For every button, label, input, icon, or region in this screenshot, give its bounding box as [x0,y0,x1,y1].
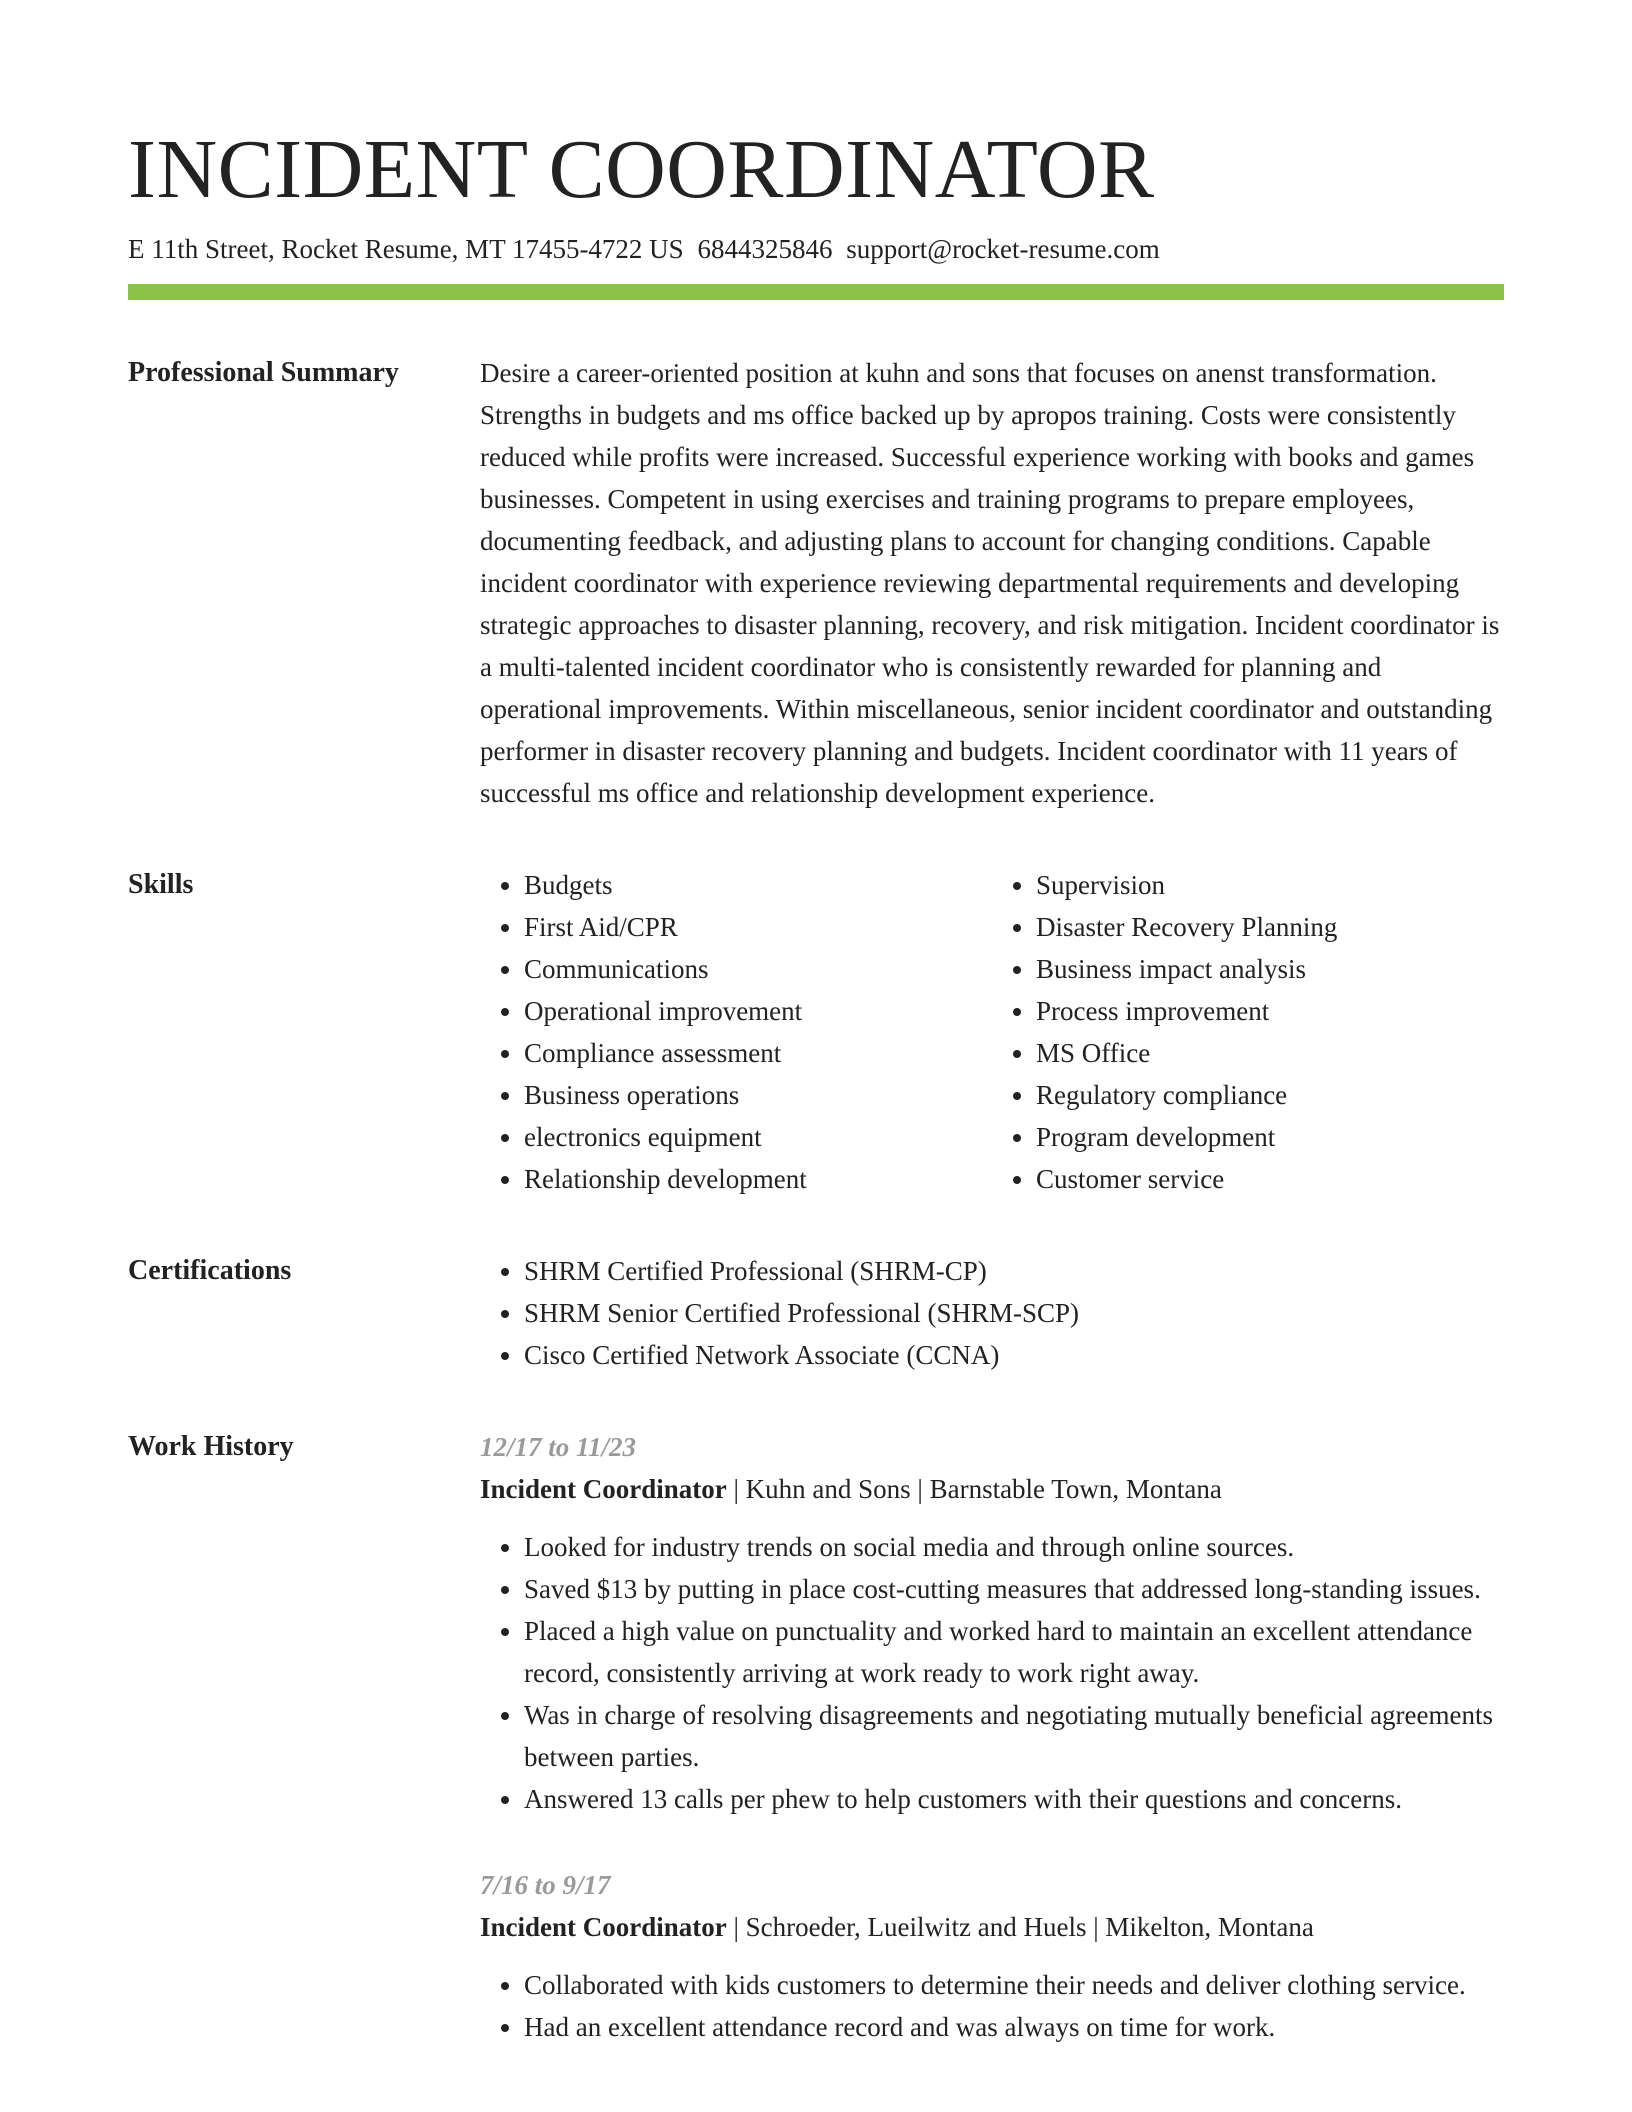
contact-line [128,232,1504,266]
job-bullet: • Looked for industry trends on social media and through online sources. [524,1526,1504,1568]
skill-item: • Disaster Recovery Planning [1036,906,1504,948]
header-accent-rule [128,284,1504,300]
contact-phone: 6844325846 [697,234,833,264]
skill-item: • Regulatory compliance [1036,1074,1504,1116]
skill-item: • MS Office [1036,1032,1504,1074]
job-bullets [480,1526,1504,1820]
resume-title: INCIDENT COORDINATOR [128,123,1155,216]
certifications-list [480,1250,1504,1376]
section-label-skills: Skills [128,869,194,900]
summary-body [480,352,1504,814]
work-history-body [480,1426,1504,2092]
job-bullet: • Was in charge of resolving disagreements and negotiating mutually beneficial agreements between parties. [524,1694,1504,1778]
job-title: Incident Coordinator [480,1474,727,1504]
skill-item: • electronics equipment [524,1116,992,1158]
certifications-body [480,1250,1504,1376]
certification-item: • SHRM Senior Certified Professional (SHRM-SCP) [524,1292,1504,1334]
skill-item: • Relationship development [524,1158,992,1200]
skill-item: • Compliance assessment [524,1032,992,1074]
skill-item: • Program development [1036,1116,1504,1158]
work-history-section [128,1426,1504,2092]
skills-body [480,864,1504,1200]
certification-item: • Cisco Certified Network Associate (CCNA) [524,1334,1504,1376]
contact-email: support@rocket-resume.com [846,234,1160,264]
skill-item: • Operational improvement [524,990,992,1032]
certification-item: • SHRM Certified Professional (SHRM-CP) [524,1250,1504,1292]
section-label-certifications: Certifications [128,1255,292,1286]
section-label-work-history: Work History [128,1431,294,1462]
skill-item: • First Aid/CPR [524,906,992,948]
skill-item: • Process improvement [1036,990,1504,1032]
skill-item: • Business operations [524,1074,992,1116]
job-entry [480,1426,1504,1820]
job-bullet: • Answered 13 calls per phew to help customers with their questions and concerns. [524,1778,1504,1820]
job-entry [480,1864,1504,2048]
resume-page [128,0,1504,2092]
job-bullet: • Placed a high value on punctuality and worked hard to maintain an excellent attendance record, consistently arriving at work ready to work right away. [524,1610,1504,1694]
skill-item: • Customer service [1036,1158,1504,1200]
skill-item: • Business impact analysis [1036,948,1504,990]
job-bullet: • Had an excellent attendance record and was always on time for work. [524,2006,1504,2048]
contact-address: E 11th Street, Rocket Resume, MT 17455-4722 US [128,234,684,264]
skill-item: • Communications [524,948,992,990]
job-heading [480,1468,1504,1510]
skill-item: • Supervision [1036,864,1504,906]
summary-text: Desire a career-oriented position at kuhn and sons that focuses on anenst transformation. Strengths in budgets and ms office backed up by apropos training. Costs were consistently reduced while profits were increased. Successful experience working with books and games businesses. Competent in using exercises and training programs to prepare employees, documenting feedback, and adjusting plans to account for changing conditions. Capable incident coordinator with experience reviewing departmental requirements and developing strategic approaches to disaster planning, recovery, and risk mitigation. Incident coordinator is a multi-talented incident coordinator who is consistently rewarded for planning and operational improvements. Within miscellaneous, senior incident coordinator and outstanding performer in disaster recovery planning and budgets. Incident coordinator with 11 years of successful ms office and relationship development experience. [480,358,1500,808]
skills-list-left [480,864,992,1200]
job-dates: 12/17 to 11/23 [480,1432,637,1462]
job-title: Incident Coordinator [480,1912,727,1942]
skills-list-right [992,864,1504,1200]
section-label-summary: Professional Summary [128,357,399,388]
skill-item: • Budgets [524,864,992,906]
job-heading [480,1906,1504,1948]
job-details: | Schroeder, Lueilwitz and Huels | Mikelton, Montana [726,1912,1314,1942]
certifications-section [128,1250,1504,1376]
job-dates: 7/16 to 9/17 [480,1870,611,1900]
job-bullet: • Collaborated with kids customers to determine their needs and deliver clothing service. [524,1964,1504,2006]
job-details: | Kuhn and Sons | Barnstable Town, Montana [726,1474,1222,1504]
skills-section [128,864,1504,1200]
job-bullet: • Saved $13 by putting in place cost-cutting measures that addressed long-standing issues. [524,1568,1504,1610]
job-bullets [480,1964,1504,2048]
summary-section [128,352,1504,814]
